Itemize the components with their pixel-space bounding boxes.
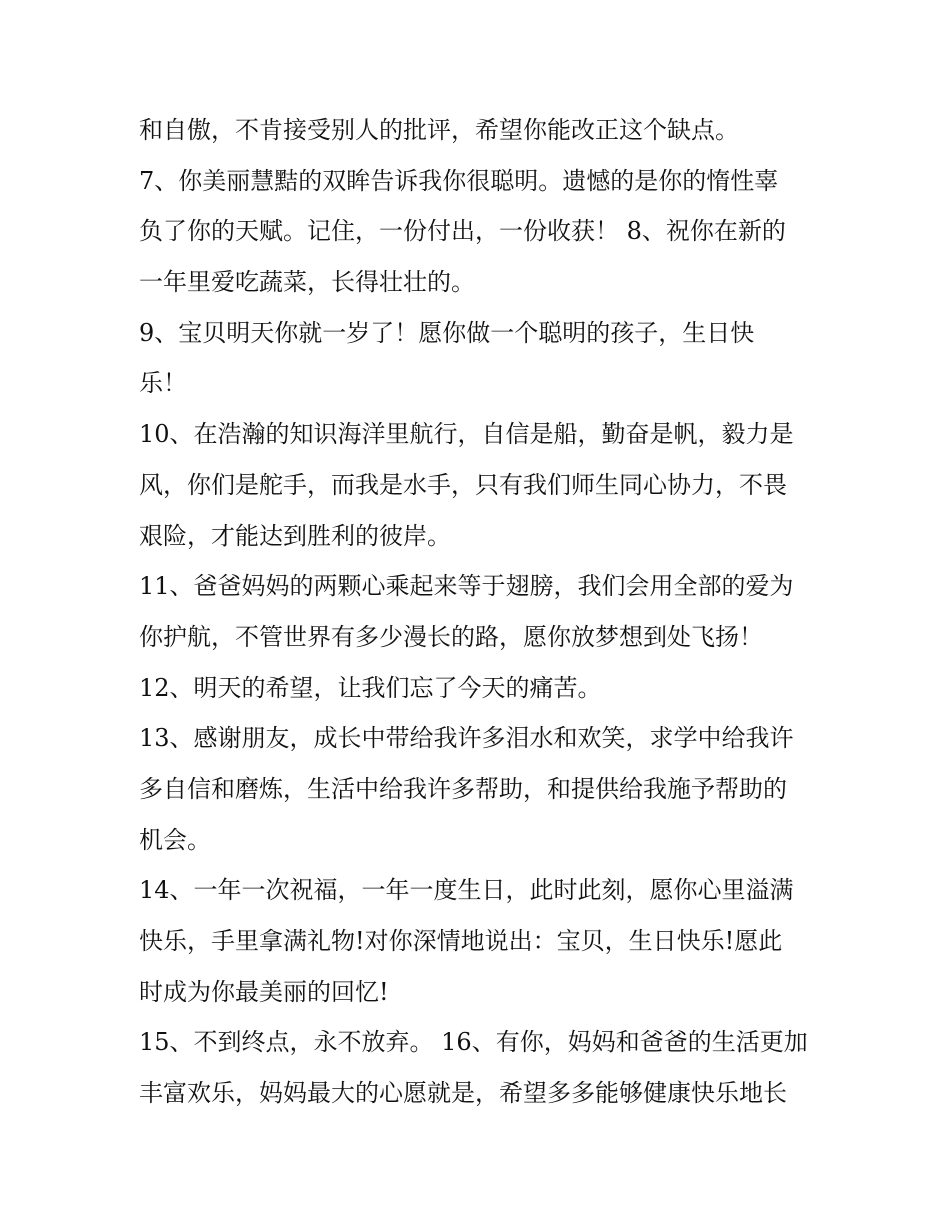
- text-line: 负了你的天赋。记住，一份付出，一份收获！ 8、祝你在新的: [139, 217, 786, 246]
- text-line: 9、宝贝明天你就一岁了！愿你做一个聪明的孩子，生日快: [139, 318, 755, 347]
- text-line: 7、你美丽慧黠的双眸告诉我你很聪明。遗憾的是你的惰性辜: [139, 166, 779, 195]
- text-line: 多自信和磨炼，生活中给我许多帮助，和提供给我施予帮助的: [139, 774, 787, 803]
- text-line: 一年里爱吃蔬菜，长得壮壮的。: [139, 268, 475, 297]
- text-line: 艰险，才能达到胜利的彼岸。: [139, 521, 451, 550]
- text-line: 乐！: [139, 369, 187, 398]
- text-line: 丰富欢乐，妈妈最大的心愿就是，希望多多能够健康快乐地长: [139, 1079, 787, 1108]
- text-line: 和自傲，不肯接受别人的批评，希望你能改正这个缺点。: [139, 116, 739, 144]
- text-line: 12、明天的希望，让我们忘了今天的痛苦。: [139, 673, 602, 702]
- text-line: 快乐，手里拿满礼物!对你深情地说出：宝贝，生日快乐!愿此: [139, 927, 783, 955]
- body-text: [139, 105, 829, 1119]
- text-line: 11、爸爸妈妈的两颗心乘起来等于翅膀，我们会用全部的爱为: [139, 572, 794, 601]
- text-line: 14、一年一次祝福，一年一度生日，此时此刻，愿你心里溢满: [139, 876, 794, 905]
- text-line: 风，你们是舵手，而我是水手，只有我们师生同心协力，不畏: [139, 470, 787, 499]
- text-line: 15、不到终点，永不放弃。 16、有你，妈妈和爸爸的生活更加: [139, 1028, 808, 1057]
- text-line: 10、在浩瀚的知识海洋里航行，自信是船，勤奋是帆，毅力是: [139, 420, 794, 449]
- text-line: 机会。: [139, 825, 211, 854]
- text-line: 时成为你最美丽的回忆!: [139, 977, 389, 1006]
- text-line: 13、感谢朋友，成长中带给我许多泪水和欢笑，求学中给我许: [139, 724, 794, 753]
- text-line: 你护航，不管世界有多少漫长的路，愿你放梦想到处飞扬！: [139, 622, 763, 651]
